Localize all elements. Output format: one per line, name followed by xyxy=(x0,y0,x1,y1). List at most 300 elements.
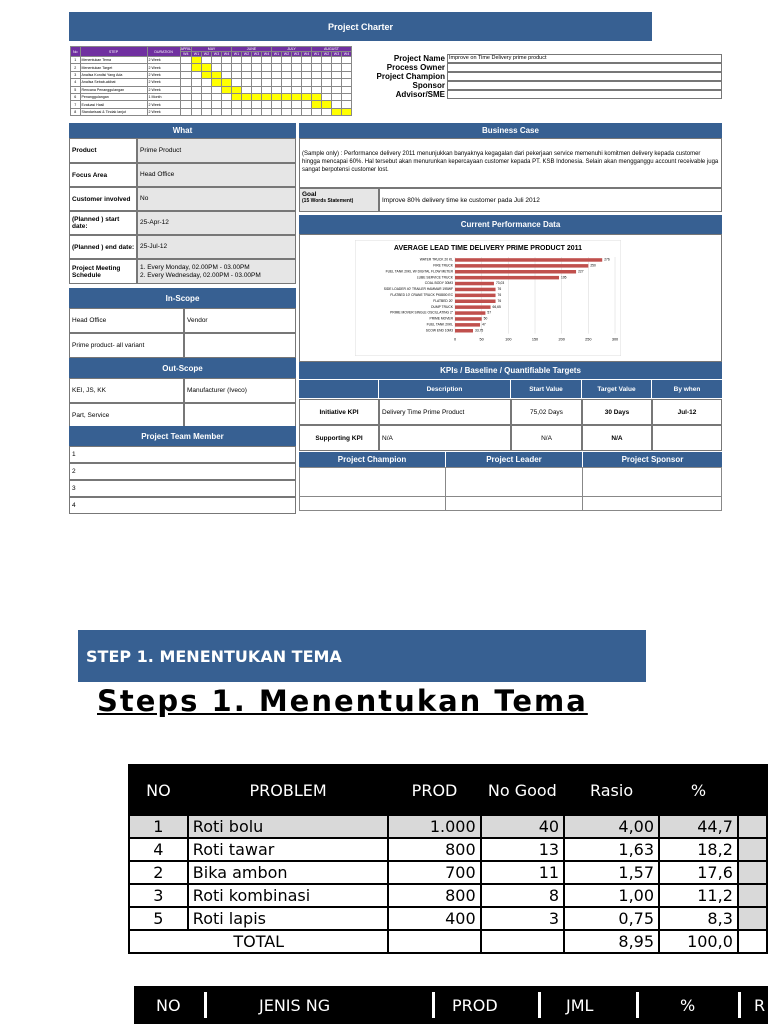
role-sponsor: Project Sponsor xyxy=(583,452,722,467)
gantt-cell xyxy=(342,108,352,115)
in-scope-section xyxy=(69,308,296,358)
gantt-cell xyxy=(322,108,332,115)
gantt-header-month: AUGUST xyxy=(312,47,352,52)
gantt-week: W1 xyxy=(312,52,322,57)
what-value: Head Office xyxy=(137,163,296,187)
gantt-step: Analisa Kondisi Yang Ada xyxy=(80,71,147,78)
gantt-cell xyxy=(212,71,222,78)
chart-bar xyxy=(455,258,602,262)
project-info-row xyxy=(359,90,722,99)
gantt-cell xyxy=(312,57,322,64)
gantt-cell xyxy=(252,86,262,93)
chart-data-label: 33,75 xyxy=(475,328,484,333)
gantt-cell xyxy=(222,79,232,86)
row-pct: 8,3 xyxy=(659,907,738,930)
chart-category-label: FIRE TRUCK xyxy=(433,263,453,268)
gantt-cell xyxy=(302,57,312,64)
gantt-cell xyxy=(232,79,242,86)
gantt-row xyxy=(71,71,352,78)
gantt-cell xyxy=(242,57,252,64)
what-header: What xyxy=(69,123,296,138)
chart-data-label: 227 xyxy=(578,269,584,274)
gantt-cell xyxy=(252,101,262,108)
team-header: Project Team Member xyxy=(69,426,296,446)
row-nogood: 3 xyxy=(481,907,564,930)
gantt-cell xyxy=(212,86,222,93)
row-prod: 800 xyxy=(388,838,480,861)
out-scope-right xyxy=(184,403,296,428)
gantt-cell xyxy=(342,101,352,108)
gantt-duration: 2 Week xyxy=(147,101,180,108)
goal-subtitle: (15 Words Statement) xyxy=(302,198,354,204)
row-rasio: 0,75 xyxy=(564,907,659,930)
chart-tick-label: 150 xyxy=(531,337,539,342)
row-no: 1 xyxy=(129,815,188,838)
what-row xyxy=(69,259,296,284)
gantt-cell xyxy=(242,71,252,78)
gantt-no: 2 xyxy=(71,64,81,71)
gantt-cell xyxy=(192,101,202,108)
col2-sep xyxy=(204,992,207,1018)
chart-category-label: LUBE SERVICE TRUCK xyxy=(416,275,453,280)
gantt-cell xyxy=(202,93,212,100)
gantt-week: W3 xyxy=(212,52,222,57)
chart-bar xyxy=(455,323,480,327)
col2-sep xyxy=(538,992,541,1018)
gantt-week: W1 xyxy=(192,52,202,57)
chart-bar xyxy=(455,294,496,298)
row-problem: Roti kombinasi xyxy=(188,884,389,907)
project-info-label: Process Owner xyxy=(386,63,445,72)
table-row xyxy=(129,861,767,884)
gantt-cell xyxy=(272,93,282,100)
team-row: 3 xyxy=(69,480,296,497)
out-scope-row xyxy=(69,403,296,428)
col2-sep xyxy=(636,992,639,1018)
chart-bar xyxy=(455,311,485,315)
kpi-header-blank xyxy=(299,380,378,398)
kpi-col-when: By when xyxy=(652,380,722,398)
gantt-cell xyxy=(180,57,191,64)
gantt-duration: 2 Week xyxy=(147,86,180,93)
gantt-cell xyxy=(272,79,282,86)
gantt-cell xyxy=(180,93,191,100)
gantt-week: W1 xyxy=(272,52,282,57)
row-pct: 17,6 xyxy=(659,861,738,884)
gantt-cell xyxy=(292,71,302,78)
kpi-desc: Delivery Time Prime Product xyxy=(379,399,511,425)
gantt-cell xyxy=(312,86,322,93)
gantt-cell xyxy=(232,86,242,93)
row-rasio: 4,00 xyxy=(564,815,659,838)
gantt-cell xyxy=(232,108,242,115)
gantt-cell xyxy=(242,64,252,71)
project-info-label: Advisor/SME xyxy=(395,90,445,99)
chart-bar xyxy=(455,317,482,321)
gantt-cell xyxy=(282,101,292,108)
kpi-col-description: Description xyxy=(379,380,510,398)
gantt-cell xyxy=(312,71,322,78)
gantt-cell xyxy=(322,57,332,64)
gantt-cell xyxy=(212,93,222,100)
gantt-week: W4 xyxy=(302,52,312,57)
gantt-header-step: STEP xyxy=(80,47,147,57)
gantt-cell xyxy=(212,79,222,86)
gantt-cell xyxy=(292,108,302,115)
row-no: 4 xyxy=(129,838,188,861)
gantt-header-no: No xyxy=(71,47,81,57)
gantt-cell xyxy=(232,64,242,71)
kpi-start: 75,02 Days xyxy=(511,399,582,425)
gantt-cell xyxy=(222,57,232,64)
gantt-week: W3 xyxy=(292,52,302,57)
gantt-cell xyxy=(292,86,302,93)
role-sponsor-cell xyxy=(582,467,722,497)
gantt-cell xyxy=(252,79,262,86)
gantt-cell xyxy=(342,71,352,78)
gantt-cell xyxy=(282,93,292,100)
gantt-no: 6 xyxy=(71,93,81,100)
kpi-when: Jul-12 xyxy=(652,399,722,425)
chart-bar xyxy=(455,329,473,333)
goal-label xyxy=(299,188,379,212)
gantt-cell xyxy=(180,71,191,78)
total-pct: 100,0 xyxy=(659,930,738,953)
gantt-row xyxy=(71,79,352,86)
problem-table xyxy=(128,764,768,954)
chart-category-label: WATER TRUCK 20 KL xyxy=(419,257,453,262)
kpi-col-start: Start Value xyxy=(511,380,581,398)
row-no: 3 xyxy=(129,884,188,907)
row-pct: 11,2 xyxy=(659,884,738,907)
gantt-no: 5 xyxy=(71,86,81,93)
out-scope-header: Out-Scope xyxy=(69,358,296,378)
gantt-cell xyxy=(322,86,332,93)
in-scope-left: Prime product- all variant xyxy=(69,333,184,358)
gantt-cell xyxy=(292,57,302,64)
gantt-header-month: JULY xyxy=(272,47,312,52)
gantt-cell xyxy=(222,64,232,71)
chart-bar xyxy=(455,282,494,286)
gantt-cell xyxy=(302,86,312,93)
chart-category-label: COAL BODY 30M3 xyxy=(424,281,453,286)
business-case-header: Business Case xyxy=(299,123,722,138)
kpi-target: 30 Days xyxy=(582,399,652,425)
project-info-value xyxy=(447,90,722,99)
role-leader-cell xyxy=(445,467,583,497)
gantt-cell xyxy=(180,79,191,86)
chart-data-label: 76 xyxy=(497,287,502,292)
gantt-cell xyxy=(292,79,302,86)
gantt-cell xyxy=(232,101,242,108)
goal-title: Goal xyxy=(302,191,317,198)
gantt-cell xyxy=(242,93,252,100)
chart-tick-label: 100 xyxy=(505,337,512,342)
col-prod: PROD xyxy=(388,765,480,815)
what-value: 25-Apr-12 xyxy=(137,211,296,235)
gantt-duration: 2 Week xyxy=(147,57,180,64)
project-info-row xyxy=(359,63,722,72)
gantt-cell xyxy=(262,93,272,100)
gantt-cell xyxy=(212,57,222,64)
gantt-cell xyxy=(232,93,242,100)
gantt-cell xyxy=(222,108,232,115)
gantt-cell xyxy=(332,93,342,100)
row-extra xyxy=(738,884,767,907)
project-info xyxy=(359,54,722,99)
gantt-cell xyxy=(322,71,332,78)
gantt-row xyxy=(71,93,352,100)
gantt-cell xyxy=(292,64,302,71)
gantt-no: 7 xyxy=(71,101,81,108)
what-label: (Planned ) end date: xyxy=(69,235,137,259)
gantt-row xyxy=(71,108,352,115)
gantt-cell xyxy=(180,108,191,115)
gantt-cell xyxy=(342,93,352,100)
gantt-cell xyxy=(202,71,212,78)
gantt-step: Penanggulangan xyxy=(80,93,147,100)
row-problem: Bika ambon xyxy=(188,861,389,884)
gantt-cell xyxy=(272,71,282,78)
out-scope-left: Part, Service xyxy=(69,403,184,428)
chart-frame xyxy=(355,240,621,356)
row-extra xyxy=(738,838,767,861)
row-nogood: 40 xyxy=(481,815,564,838)
row-pct: 18,2 xyxy=(659,838,738,861)
gantt-cell xyxy=(252,71,262,78)
gantt-cell xyxy=(292,93,302,100)
what-row xyxy=(69,138,296,163)
project-info-value xyxy=(447,63,722,72)
col2-sep xyxy=(432,992,435,1018)
kpi-desc: N/A xyxy=(379,425,511,451)
out-scope-left: KEI, JS, KK xyxy=(69,378,184,403)
chart-category-label: FUEL TANK 20KL W/ DIGITAL FLOW METER xyxy=(385,269,453,274)
chart-data-label: 73,03 xyxy=(495,281,505,286)
total-prod xyxy=(388,930,480,953)
kpi-start: N/A xyxy=(511,425,582,451)
gantt-cell xyxy=(262,86,272,93)
total-rasio: 8,95 xyxy=(564,930,659,953)
gantt-cell xyxy=(332,108,342,115)
row-extra xyxy=(738,861,767,884)
gantt-cell xyxy=(262,64,272,71)
row-pct: 44,7 xyxy=(659,815,738,838)
gantt-cell xyxy=(180,86,191,93)
problem-table-body xyxy=(129,815,767,953)
chart-category-label: SIDE LOADER 40' TRAILER HAMMAR 195WF xyxy=(383,287,453,292)
gantt-week: W4 xyxy=(342,52,352,57)
gantt-cell xyxy=(212,108,222,115)
gantt-cell xyxy=(282,64,292,71)
in-scope-row xyxy=(69,333,296,358)
gantt-row xyxy=(71,86,352,93)
row-no: 2 xyxy=(129,861,188,884)
gantt-cell xyxy=(272,108,282,115)
out-scope-section xyxy=(69,378,296,428)
row-prod: 1.000 xyxy=(388,815,480,838)
col2-jml: JML xyxy=(566,996,594,1015)
gantt-duration: 1 Month xyxy=(147,93,180,100)
current-performance-header: Current Performance Data xyxy=(299,215,722,234)
chart-bar xyxy=(455,264,588,268)
out-scope-right: Manufacturer (Iveco) xyxy=(184,378,296,403)
table-row xyxy=(129,884,767,907)
gantt-week: W2 xyxy=(202,52,212,57)
gantt-table xyxy=(70,46,352,116)
step-heading: Steps 1. Menentukan Tema xyxy=(97,684,588,718)
in-scope-row xyxy=(69,308,296,333)
project-info-label: Project Champion xyxy=(376,72,445,81)
gantt-cell xyxy=(302,101,312,108)
role-champion: Project Champion xyxy=(299,452,445,467)
what-label: Project Meeting Schedule xyxy=(69,259,137,284)
project-charter xyxy=(69,12,722,515)
gantt-cell xyxy=(302,64,312,71)
chart-tick-label: 300 xyxy=(611,337,619,342)
gantt-no: 1 xyxy=(71,57,81,64)
chart-bar xyxy=(455,276,559,280)
project-info-value xyxy=(447,72,722,81)
gantt-row xyxy=(71,57,352,64)
gantt-header-month: JUNE xyxy=(232,47,272,52)
project-info-label: Project Name xyxy=(393,54,445,63)
kpi-col-target: Target Value xyxy=(582,380,651,398)
table-row xyxy=(129,907,767,930)
gantt-cell xyxy=(222,71,232,78)
chart-category-label: PRIME MOVER xyxy=(429,316,453,321)
project-info-label: Sponsor xyxy=(412,81,445,90)
gantt-week: W4 xyxy=(262,52,272,57)
goal-value: Improve 80% delivery time ke customer pada Juli 2012 xyxy=(379,188,722,212)
gantt-cell xyxy=(322,64,332,71)
gantt-cell xyxy=(202,101,212,108)
chart-data-label: 195 xyxy=(561,275,567,280)
role-champion-cell-2 xyxy=(299,496,446,511)
gantt-cell xyxy=(282,71,292,78)
gantt-cell xyxy=(282,108,292,115)
row-rasio: 1,63 xyxy=(564,838,659,861)
gantt-cell xyxy=(202,108,212,115)
gantt-row xyxy=(71,101,352,108)
team-row: 2 xyxy=(69,463,296,480)
gantt-cell xyxy=(242,108,252,115)
gantt-cell xyxy=(342,86,352,93)
gantt-cell xyxy=(302,93,312,100)
gantt-row xyxy=(71,64,352,71)
total-extra xyxy=(738,930,767,953)
project-info-value: Improve on Time Delivery prime product xyxy=(447,54,722,63)
col2-jenis: JENIS NG xyxy=(259,996,331,1015)
gantt-cell xyxy=(342,57,352,64)
gantt-step: Rencana Penanggulangan xyxy=(80,86,147,93)
chart-bar xyxy=(455,300,496,304)
team-row: 1 xyxy=(69,446,296,463)
gantt-cell xyxy=(262,71,272,78)
gantt-cell xyxy=(262,101,272,108)
row-nogood: 8 xyxy=(481,884,564,907)
gantt-cell xyxy=(222,101,232,108)
gantt-week: W3 xyxy=(332,52,342,57)
gantt-cell xyxy=(192,86,202,93)
what-label: Customer involved xyxy=(69,187,137,211)
gantt-body xyxy=(71,57,352,116)
gantt-week: W3 xyxy=(252,52,262,57)
table-row xyxy=(129,838,767,861)
gantt-cell xyxy=(332,79,342,86)
col-no: NO xyxy=(129,765,188,815)
gantt-cell xyxy=(252,57,262,64)
row-prod: 800 xyxy=(388,884,480,907)
chart-data-label: 50 xyxy=(483,316,488,321)
what-section xyxy=(69,138,296,284)
what-value: No xyxy=(137,187,296,211)
team-row: 4 xyxy=(69,497,296,514)
gantt-cell xyxy=(192,71,202,78)
role-leader: Project Leader xyxy=(446,452,582,467)
role-sponsor-cell-2 xyxy=(582,496,722,511)
col2-r: R xyxy=(754,996,766,1015)
row-nogood: 11 xyxy=(481,861,564,884)
gantt-step: Analisa Sebab-akibat xyxy=(80,79,147,86)
gantt-step: Evaluasi Hasil xyxy=(80,101,147,108)
gantt-cell xyxy=(322,101,332,108)
kpi-type: Initiative KPI xyxy=(299,399,379,425)
gantt-cell xyxy=(192,108,202,115)
gantt-cell xyxy=(272,86,282,93)
row-prod: 400 xyxy=(388,907,480,930)
gantt-duration: 2 Week xyxy=(147,108,180,115)
chart-category-label: DUMP TRUCK xyxy=(431,304,453,309)
gantt-cell xyxy=(212,64,222,71)
what-row xyxy=(69,187,296,211)
what-row xyxy=(69,235,296,259)
gantt-week: W2 xyxy=(282,52,292,57)
gantt-cell xyxy=(312,108,322,115)
gantt-duration: 2 Week xyxy=(147,71,180,78)
chart-category-label: SCOW END 10M3 xyxy=(425,328,453,333)
what-value: 1. Every Monday, 02.00PM - 03.00PM 2. Every Wednesday, 02.00PM - 03.00PM xyxy=(137,259,296,284)
row-no: 5 xyxy=(129,907,188,930)
role-leader-cell-2 xyxy=(445,496,583,511)
kpi-when xyxy=(652,425,722,451)
total-row xyxy=(129,930,767,953)
gantt-cell xyxy=(262,108,272,115)
gantt-cell xyxy=(242,79,252,86)
what-label: Product xyxy=(69,138,137,163)
step-banner: STEP 1. MENENTUKAN TEMA xyxy=(78,630,646,682)
gantt-step: Standarisasi & Tindak lanjut xyxy=(80,108,147,115)
gantt-cell xyxy=(192,79,202,86)
col-extra xyxy=(738,765,767,815)
col-problem: PROBLEM xyxy=(188,765,389,815)
row-problem: Roti bolu xyxy=(188,815,389,838)
chart-data-label: 76 xyxy=(497,293,502,297)
what-value: 25-Jul-12 xyxy=(137,235,296,259)
chart-bar xyxy=(455,270,576,274)
gantt-cell xyxy=(202,86,212,93)
chart-data-label: 250 xyxy=(590,263,596,268)
gantt-cell xyxy=(332,71,342,78)
gantt-week: W2 xyxy=(242,52,252,57)
kpi-type: Supporting KPI xyxy=(299,425,379,451)
gantt-cell xyxy=(312,64,322,71)
what-row xyxy=(69,163,296,187)
row-prod: 700 xyxy=(388,861,480,884)
chart-category-label: PRIME MOVER SINGLE OSCILLATING 2" xyxy=(390,310,453,315)
gantt-week: W4 xyxy=(180,52,191,57)
gantt-cell xyxy=(302,71,312,78)
